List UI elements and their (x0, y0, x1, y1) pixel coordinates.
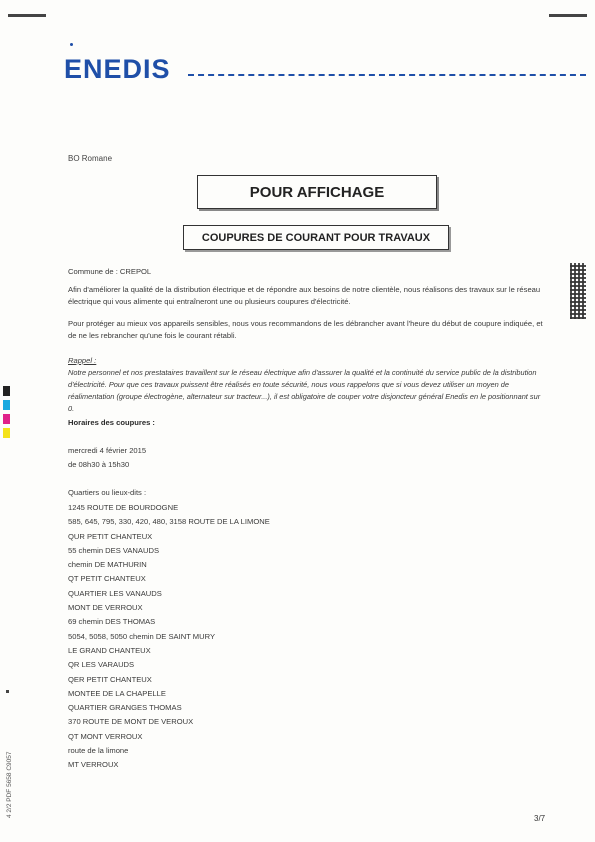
place-item: QR LES VARAUDS (68, 660, 135, 670)
places-list (68, 501, 270, 773)
side-reference-wrap (6, 708, 16, 818)
outage-time: de 08h30 à 15h30 (68, 460, 130, 469)
rappel-paragraph: Notre personnel et nos prestataires travaillent sur le réseau électrique afin d'assurer la qualité et la continuité du service public de la distribution d'électricité. Pour que ces travaux puissent être réalisés en toute sécurité, nous vous rappelons que si vous devez utiliser un moyen de réalimentation (groupe électrogène, alternateur sur tracteur...), il est obligatoire de couper votre disjoncteur général Enedis en le positionnant sur 0. (68, 368, 541, 413)
place-item: 55 chemin DES VANAUDS (68, 545, 160, 555)
commune-line: Commune de : CREPOL (68, 267, 152, 276)
color-swatch (3, 400, 10, 410)
horaires-heading: Horaires des coupures : (68, 418, 155, 427)
color-swatch (3, 386, 10, 396)
color-swatch (3, 428, 10, 438)
place-item: route de la limone (68, 746, 129, 756)
place-item: 370 ROUTE DE MONT DE VEROUX (68, 717, 194, 727)
qr-code (570, 263, 586, 319)
title-box (197, 175, 437, 209)
place-item: MONTEE DE LA CHAPELLE (68, 688, 166, 698)
place-item: 1245 ROUTE DE BOURDOGNE (68, 503, 179, 512)
place-item: QER PETIT CHANTEUX (68, 674, 152, 684)
title-text: POUR AFFICHAGE (249, 183, 385, 201)
enedis-logo: ENEDIS (64, 54, 171, 84)
place-item: QT PETIT CHANTEUX (68, 574, 146, 584)
place-item: QT MONT VERROUX (68, 731, 143, 741)
place-item: 585, 645, 795, 330, 420, 480, 3158 ROUTE DE LA LIMONE (68, 517, 270, 527)
place-item: MONT DE VERROUX (68, 603, 143, 613)
place-item: QUR PETIT CHANTEUX (68, 531, 153, 541)
outage-schedule (68, 444, 146, 472)
place-item: chemin DE MATHURIN (68, 560, 147, 570)
page-number: 3/7 (534, 814, 546, 823)
place-item: MT VERROUX (68, 760, 119, 770)
side-reference: 4 2/2 PDF 5658 C9057 (6, 751, 13, 818)
outage-date: mercredi 4 février 2015 (68, 446, 147, 455)
quartiers-heading: Quartiers ou lieux-dits : (68, 488, 147, 497)
place-item: QUARTIER GRANGES THOMAS (68, 703, 182, 713)
print-color-strip (3, 386, 10, 456)
side-tick (6, 690, 9, 693)
place-item: LE GRAND CHANTEUX (68, 645, 151, 655)
rappel-heading: Rappel : (68, 356, 97, 365)
crop-mark-right (549, 14, 587, 17)
place-item: 69 chemin DES THOMAS (68, 617, 156, 627)
color-swatch (3, 414, 10, 424)
intro-paragraph: Afin d'améliorer la qualité de la distribution électrique et de répondre aux besoins de notre clientèle, nous réalisons des travaux sur le réseau électrique qui vous alimente qui entraîneront une ou plusieurs coupures d'électricité. (68, 285, 541, 306)
subtitle-box (183, 225, 449, 250)
place-item: 5054, 5058, 5050 chemin DE SAINT MURY (68, 631, 216, 641)
header-rule (188, 74, 586, 76)
place-item: QUARTIER LES VANAUDS (68, 588, 162, 598)
recipient-name: BO Romane (68, 154, 113, 163)
logo-dot (70, 43, 73, 46)
advice-paragraph: Pour protéger au mieux vos appareils sensibles, nous vous recommandons de les débrancher avant l'heure du début de coupure indiquée, et de ne les rebrancher qu'une fois le courant rétabli. (68, 319, 543, 340)
subtitle-text: COUPURES DE COURANT POUR TRAVAUX (201, 231, 431, 244)
crop-mark-left (8, 14, 46, 17)
